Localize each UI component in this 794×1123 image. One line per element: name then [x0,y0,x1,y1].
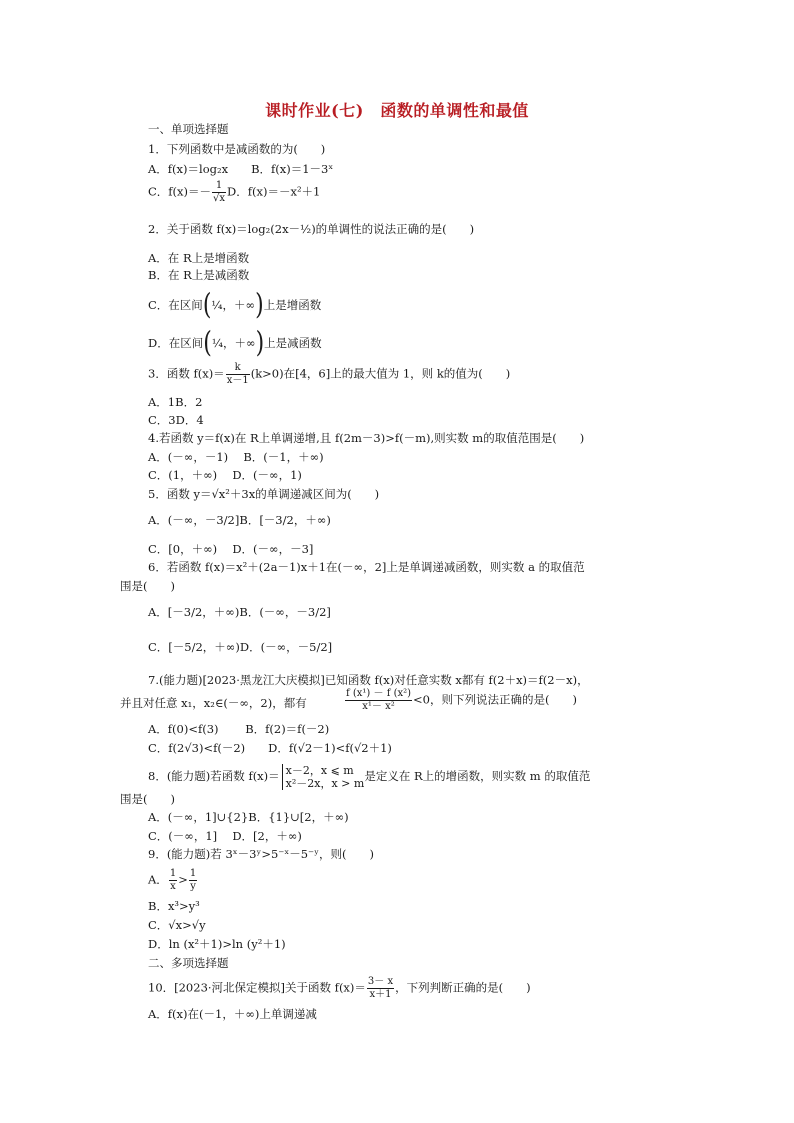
line-q8ab: A．(－∞，1]∪{2}B．{1}∪[2，＋∞) [148,810,349,824]
q2-option-d: D．在区间(¼，＋∞)上是减函数 [148,327,322,360]
line-sec2: 二、多项选择题 [148,956,229,970]
line-q9c: C．√x>√y [148,918,206,932]
line-q9: 9．(能力题)若 3ˣ－3ʸ>5⁻ˣ－5⁻ʸ，则( ) [148,847,374,861]
line-q6: 6．若函数 f(x)＝x²＋(2a－1)x＋1在(－∞，2]上是单调递减函数，则实数 a 的取值范 [148,560,585,574]
line-q7b: 并且对任意 x₁，x₂∈(－∞，2)，都有 [120,696,307,710]
line-q3cd: C．3D．4 [148,413,204,427]
q5-stem: 5．函数 y＝√x²＋3x的单调递减区间为( ) [148,487,380,501]
line-q8cd: C．(－∞，1] D．[2，＋∞) [148,829,302,843]
q6-options-ab: A．[－3/2，＋∞)B．(－∞，－3/2] [148,605,331,619]
q6-options-cd: C．[－5/2，＋∞)D．(－∞，－5/2] [148,640,333,654]
line-q4ab: A．(－∞，－1) B．(－1，＋∞) [148,450,324,464]
q5-options-ab: A．(－∞，－3/2]B．[－3/2，＋∞) [148,513,331,527]
line-q5cd: C．[0，＋∞) D．(－∞，－3] [148,542,314,556]
line-q9b: B．x³>y³ [148,899,200,913]
q1-options-cd: C．f(x)＝－ $\frac{1}{√x}$ D．f(x)＝－x²＋1 [148,180,321,204]
page-title: 课时作业(七) 函数的单调性和最值 [265,101,529,120]
line-q10a: A．f(x)在(－1，＋∞)上单调递减 [148,1007,317,1021]
q10-stem: 10．[2023·河北保定模拟]关于函数 f(x)＝ $\frac{3- x}{x+1}$ ，下列判断正确的是( ) [148,976,531,1000]
line-q7ab: A．f(0)<f(3) B．f(2)＝f(－2) [148,722,330,736]
line-q1: 1．下列函数中是减函数的为( ) [148,142,326,156]
q8-stem: 8．(能力题)若函数 f(x)＝ x－2，x ⩽ m x²－2x，x > m 是定义在 R上的增函数，则实数 m 的取值范 [148,764,591,790]
line-q4cd: C．(1，＋∞) D．(－∞，1) [148,468,302,482]
line-q1ab: A．f(x)＝log₂x B．f(x)＝1－3ˣ [148,162,334,176]
q9-option-a: A． $\frac{1}{x}$ > $\frac{1}{y}$ [148,868,197,892]
q3-stem: 3．函数 f(x)＝ $\frac{k}{x-1}$ (k>0)在[4，6]上的最大值为 1，则 k的值为( ) [148,362,511,386]
line-q8b: 围是( ) [120,792,175,806]
line-q2a: A．在 R上是增函数 [148,251,250,265]
line-q4: 4.若函数 y＝f(x)在 R上单调递增,且 f(2m－3)>f(－m),则实数 m的取值范围是( ) [148,431,585,445]
line-q6b: 围是( ) [120,579,175,593]
line-q2b: B．在 R上是减函数 [148,268,250,282]
line-q2ab2: 2．关于函数 f(x)＝log₂(2x－½)的单调性的说法正确的是( ) [148,222,475,236]
q2-option-c: C．在区间(¼，＋∞)上是增函数 [148,289,322,322]
line-sec1: 一、单项选择题 [148,122,229,136]
line-q7: 7.(能力题)[2023·黑龙江大庆模拟]已知函数 f(x)对任意实数 x都有 f(2＋x)＝f(2－x)， [148,673,589,687]
line-q7cd: C．f(2√3)<f(－2) D．f(√2－1)<f(√2＋1) [148,741,392,755]
q7-fraction: $\frac{\text{f (x¹) － f (x²)}}{\text{x¹－ x²}}$ <0，则下列说法正确的是( ) [346,688,577,712]
line-q3ab: A．1B．2 [148,395,203,409]
line-q9d: D．ln (x²＋1)>ln (y²＋1) [148,937,286,951]
